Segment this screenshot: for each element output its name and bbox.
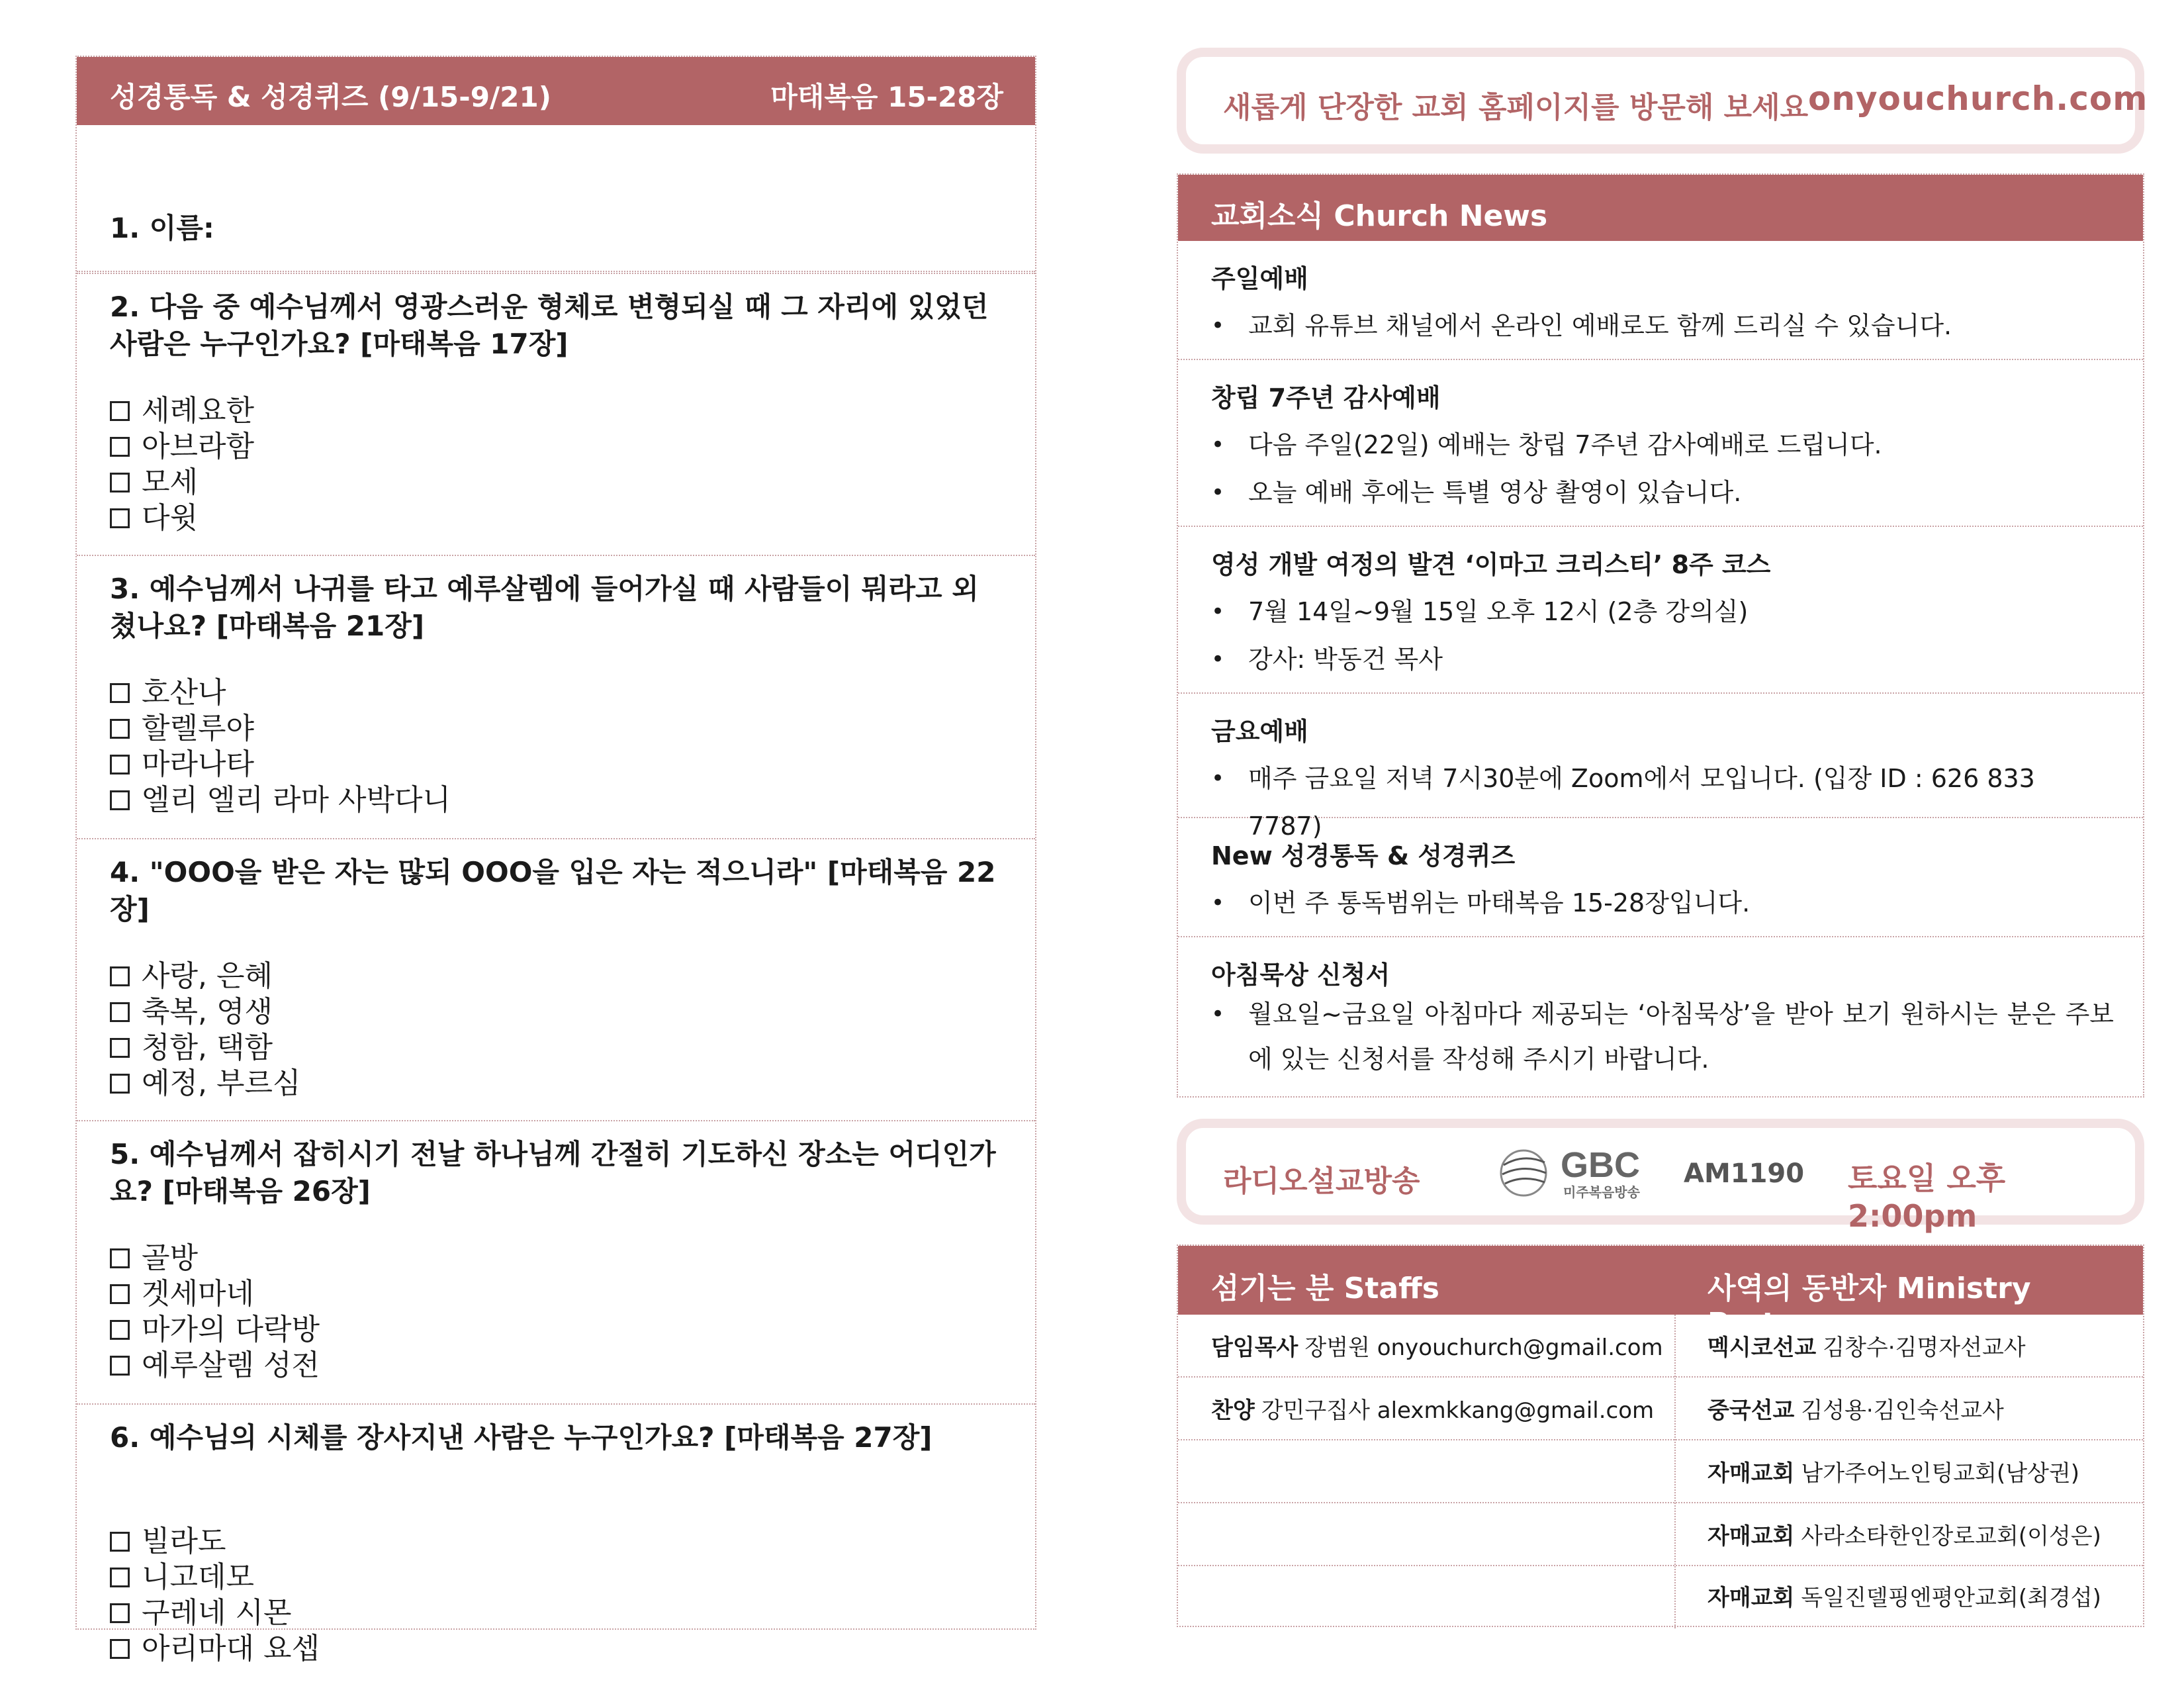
option-checkbox[interactable] <box>110 711 451 747</box>
options-list <box>110 959 301 1102</box>
option-label: 마라나타 <box>142 747 255 781</box>
news-section-title: 영성 개발 여정의 발견 ‘이마고 크리스티’ 8주 코스 <box>1211 550 1771 579</box>
news-section <box>1178 241 2143 360</box>
option-checkbox[interactable] <box>110 994 301 1030</box>
options-list <box>110 675 451 818</box>
staff-info: 강민구집사 alexmkkang@gmail.com <box>1261 1397 1655 1424</box>
question-text: 5. 예수님께서 잡히시기 전날 하나님께 간절히 기도하신 장소는 어디인가요? [마태복음 26장] <box>110 1138 996 1207</box>
option-label: 아리마대 요셉 <box>142 1632 320 1665</box>
news-section-title: 창립 7주년 감사예배 <box>1211 383 1441 412</box>
staff-panel <box>1177 1244 2144 1627</box>
quiz-question-3 <box>77 556 1035 839</box>
option-label: 호산나 <box>142 676 226 710</box>
partners-title: 사역의 동반자 Ministry Partners <box>1707 1272 2031 1340</box>
checkbox-icon[interactable] <box>110 401 130 421</box>
table-row <box>1178 1315 2143 1378</box>
question-text: 3. 예수님께서 나귀를 타고 예루살렘에 들어가실 때 사람들이 뭐라고 외쳤나요? [마태복음 21장] <box>110 573 979 642</box>
option-checkbox[interactable] <box>110 747 451 782</box>
checkbox-icon[interactable] <box>110 966 130 986</box>
logo-subtitle: 미주복음방송 <box>1563 1184 1640 1200</box>
checkbox-icon[interactable] <box>110 1568 130 1587</box>
checkbox-icon[interactable] <box>110 1038 130 1058</box>
name-label[interactable]: 1. 이름: <box>110 212 214 244</box>
table-row <box>1178 1378 2143 1440</box>
checkbox-icon[interactable] <box>110 683 130 703</box>
checkbox-icon[interactable] <box>110 1532 130 1552</box>
radio-banner <box>1177 1119 2144 1234</box>
option-label: 빌라도 <box>142 1524 226 1558</box>
staff-role: 찬양 <box>1211 1397 1255 1424</box>
radio-time: 토요일 오후 2:00pm <box>1848 1160 2006 1234</box>
option-checkbox[interactable] <box>110 1312 320 1348</box>
partner-info: 김창수·김명자선교사 <box>1823 1335 2026 1361</box>
partner-role: 자매교회 <box>1707 1523 1795 1550</box>
news-section <box>1178 694 2143 841</box>
quiz-question-6 <box>77 1405 1035 1665</box>
checkbox-icon[interactable] <box>110 1603 130 1623</box>
option-label: 모세 <box>142 465 199 499</box>
news-section-title: 금요예배 <box>1211 717 1308 746</box>
checkbox-icon[interactable] <box>110 1074 130 1094</box>
option-label: 축복, 영생 <box>142 995 273 1029</box>
partner-info: 사라소타한인장로교회(이성은) <box>1801 1523 2101 1550</box>
news-section-title: 주일예배 <box>1211 264 1308 293</box>
staff-role: 담임목사 <box>1211 1335 1298 1361</box>
option-checkbox[interactable] <box>110 782 451 818</box>
partner-cell <box>1707 1460 2079 1487</box>
option-label: 사랑, 은혜 <box>142 959 273 993</box>
news-section <box>1178 818 2143 937</box>
option-label: 세례요한 <box>142 394 255 428</box>
gbc-logo-icon <box>1497 1140 1669 1206</box>
options-list <box>110 1524 320 1667</box>
option-label: 구레네 시몬 <box>142 1596 292 1630</box>
option-label: 니고데모 <box>142 1560 255 1594</box>
partner-cell <box>1707 1523 2101 1550</box>
checkbox-icon[interactable] <box>110 755 130 774</box>
option-checkbox[interactable] <box>110 1066 301 1102</box>
quiz-question-5 <box>77 1121 1035 1405</box>
partner-role: 멕시코선교 <box>1707 1335 1817 1361</box>
option-checkbox[interactable] <box>110 1030 301 1066</box>
partner-cell <box>1707 1397 2004 1424</box>
website-lead: 새롭게 단장한 교회 홈페이지를 방문해 보세요 <box>1223 91 1809 124</box>
checkbox-icon[interactable] <box>110 508 130 528</box>
news-item: • 강사: 박동건 목사 <box>1211 635 2114 683</box>
news-item: • 교회 유튜브 채널에서 온라인 예배로도 함께 드리실 수 있습니다. <box>1211 302 2114 350</box>
news-section <box>1178 527 2143 694</box>
option-checkbox[interactable] <box>110 1241 320 1276</box>
option-checkbox[interactable] <box>110 959 301 994</box>
partner-cell <box>1707 1585 2101 1611</box>
question-text: 6. 예수님의 시체를 장사지낸 사람은 누구인가요? [마태복음 27장] <box>110 1421 933 1454</box>
news-items <box>1211 302 2114 350</box>
option-checkbox[interactable] <box>110 675 451 711</box>
option-label: 예루살렘 성전 <box>142 1348 320 1382</box>
website-link[interactable]: onyouchurch.com <box>1808 79 2148 118</box>
option-checkbox[interactable] <box>110 500 254 536</box>
quiz-header <box>77 57 1035 125</box>
partner-cell <box>1707 1335 2026 1361</box>
option-label: 다윗 <box>142 501 199 535</box>
quiz-question-4 <box>77 839 1035 1121</box>
radio-label: 라디오설교방송 <box>1223 1164 1420 1198</box>
partner-role: 자매교회 <box>1707 1585 1795 1611</box>
staff-cell <box>1211 1335 1663 1361</box>
news-item: • 다음 주일(22일) 예배는 창립 7주년 감사예배로 드립니다. <box>1211 421 2114 469</box>
option-checkbox[interactable] <box>110 1595 320 1631</box>
partner-role: 자매교회 <box>1707 1460 1795 1487</box>
staff-cell <box>1211 1397 1654 1424</box>
church-news-panel <box>1177 173 2144 1098</box>
option-checkbox[interactable] <box>110 465 254 500</box>
checkbox-icon[interactable] <box>110 1639 130 1659</box>
partner-info: 독일진델핑엔평안교회(최경섭) <box>1801 1585 2101 1611</box>
quiz-range: 마태복음 15-28장 <box>770 81 1003 113</box>
news-title: 교회소식 Church News <box>1211 199 1548 233</box>
news-section <box>1178 937 2143 1098</box>
checkbox-icon[interactable] <box>110 719 130 739</box>
news-items <box>1211 421 2114 516</box>
table-row <box>1178 1440 2143 1503</box>
news-items <box>1211 879 2114 927</box>
news-section <box>1178 360 2143 527</box>
news-items <box>1211 992 2114 1082</box>
option-checkbox[interactable] <box>110 1348 320 1383</box>
option-checkbox[interactable] <box>110 429 254 465</box>
checkbox-icon[interactable] <box>110 437 130 457</box>
news-item: • 이번 주 통독범위는 마태복음 15-28장입니다. <box>1211 879 2114 927</box>
option-checkbox[interactable] <box>110 1276 320 1312</box>
option-label: 엘리 엘리 라마 사박다니 <box>142 783 451 817</box>
option-label: 예정, 부르심 <box>142 1066 301 1100</box>
quiz-title: 성경통독 & 성경퀴즈 (9/15-9/21) <box>110 81 551 113</box>
question-text: 4. "OOO을 받은 자는 많되 OOO을 입은 자는 적으니라" [마태복음 22장] <box>110 856 996 925</box>
logo-wordmark: GBC <box>1561 1145 1640 1185</box>
options-list <box>110 393 254 536</box>
option-label: 겟세마네 <box>142 1277 255 1311</box>
quiz-question-2 <box>77 274 1035 556</box>
news-item: • 매주 금요일 저녁 7시30분에 Zoom에서 모입니다. (입장 ID : 626 833 7787) <box>1211 755 2114 850</box>
option-label: 청함, 택함 <box>142 1031 273 1064</box>
option-checkbox[interactable] <box>110 1524 320 1560</box>
website-banner <box>1177 48 2148 154</box>
question-text: 2. 다음 중 예수님께서 영광스러운 형체로 변형되실 때 그 자리에 있었던 사람은 누구인가요? [마태복음 17장] <box>110 291 989 360</box>
table-row <box>1178 1503 2143 1566</box>
news-item: • 7월 14일~9월 15일 오후 12시 (2층 강의실) <box>1211 588 2114 635</box>
news-header <box>1178 175 2143 241</box>
partner-info: 남가주어노인팅교회(남상권) <box>1801 1460 2080 1487</box>
table-row <box>1178 1566 2143 1629</box>
checkbox-icon[interactable] <box>110 1356 130 1376</box>
checkbox-icon[interactable] <box>110 473 130 492</box>
news-items <box>1211 588 2114 683</box>
option-label: 마가의 다락방 <box>142 1313 320 1346</box>
news-section-title: 아침묵상 신청서 <box>1211 961 1390 990</box>
checkbox-icon[interactable] <box>110 1002 130 1022</box>
checkbox-icon[interactable] <box>110 1320 130 1340</box>
partner-role: 중국선교 <box>1707 1397 1795 1424</box>
option-label: 골방 <box>142 1241 199 1275</box>
options-list <box>110 1241 320 1383</box>
checkbox-icon[interactable] <box>110 1284 130 1304</box>
radio-station: AM1190 <box>1684 1158 1805 1189</box>
option-label: 아브라함 <box>142 430 255 463</box>
news-section-title: New 성경통독 & 성경퀴즈 <box>1211 841 1516 870</box>
news-item: • 월요일~금요일 아침마다 제공되는 ‘아침묵상’을 받아 보기 원하시는 분은 주보에 있는 신청서를 작성해 주시기 바랍니다. <box>1211 992 2114 1082</box>
option-label: 할렐루야 <box>142 712 255 745</box>
staff-info: 장범원 onyouchurch@gmail.com <box>1304 1335 1663 1361</box>
bible-quiz-panel <box>75 56 1036 1665</box>
news-item: • 오늘 예배 후에는 특별 영상 촬영이 있습니다. <box>1211 469 2114 516</box>
option-checkbox[interactable] <box>110 1560 320 1595</box>
partner-info: 김성용·김인숙선교사 <box>1801 1397 2004 1424</box>
option-checkbox[interactable] <box>110 393 254 429</box>
checkbox-icon[interactable] <box>110 790 130 810</box>
staff-header <box>1178 1246 2143 1340</box>
name-question <box>77 204 1035 274</box>
checkbox-icon[interactable] <box>110 1248 130 1268</box>
staff-title: 섬기는 분 Staffs <box>1211 1272 1439 1305</box>
option-checkbox[interactable] <box>110 1631 320 1667</box>
